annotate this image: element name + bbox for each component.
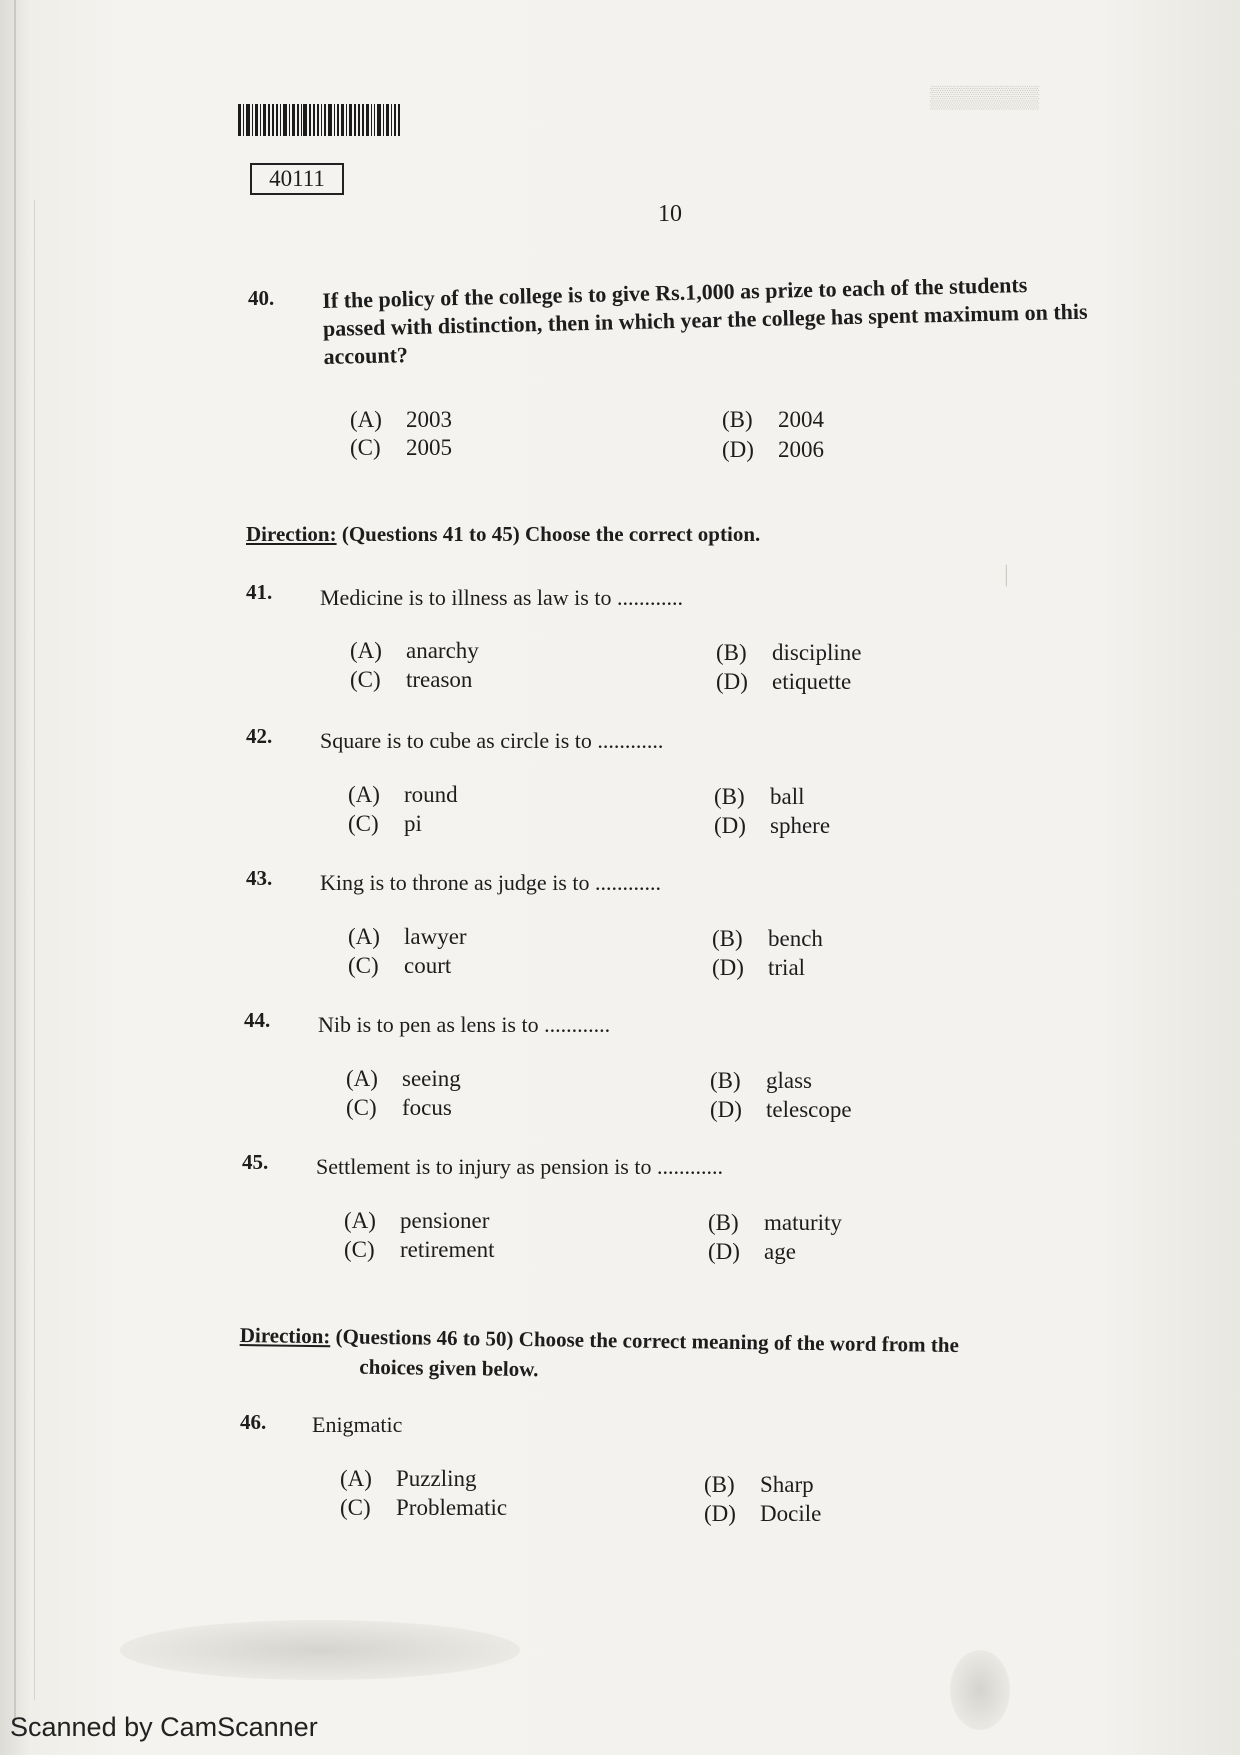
question-number: 41.: [246, 580, 273, 604]
question-number: 40.: [248, 286, 275, 310]
question-text: Medicine is to illness as law is to ............: [320, 585, 683, 610]
option-a: (A) lawyer: [348, 924, 467, 949]
option-b: (B) discipline: [716, 640, 862, 665]
option-d: (D) telescope: [710, 1097, 852, 1122]
option-b: (B) Sharp: [704, 1472, 814, 1497]
show-through-mark: │: [1000, 565, 1013, 585]
option-a: (A) round: [348, 782, 458, 807]
option-d: (D) 2006: [722, 437, 824, 462]
option-c: (C) retirement: [344, 1237, 495, 1262]
show-through-mark: ▒▒▒▒▒▒▒: [930, 84, 1040, 109]
question-text: Square is to cube as circle is to ............: [320, 728, 664, 753]
option-a: (A) 2003: [350, 407, 452, 432]
option-c: (C) focus: [346, 1095, 452, 1120]
question-text: Settlement is to injury as pension is to ............: [316, 1154, 723, 1179]
option-c: (C) court: [348, 953, 452, 978]
scan-smudge: [120, 1620, 520, 1680]
question-number: 46.: [240, 1410, 267, 1434]
option-c: (C) pi: [348, 811, 422, 836]
direction-instruction: Direction: (Questions 41 to 45) Choose the correct option.: [246, 522, 761, 546]
option-d: (D) age: [708, 1239, 796, 1264]
option-d: (D) sphere: [714, 813, 831, 838]
option-c: (C) 2005: [350, 435, 452, 460]
option-b: (B) ball: [714, 784, 805, 809]
option-c: (C) Problematic: [340, 1495, 508, 1520]
option-a: (A) seeing: [346, 1066, 461, 1091]
option-a: (A) anarchy: [350, 638, 479, 663]
option-c: (C) treason: [350, 667, 473, 692]
scanner-watermark: Scanned by CamScanner: [10, 1712, 318, 1742]
question-text: Nib is to pen as lens is to ............: [318, 1012, 611, 1037]
option-b: (B) glass: [710, 1068, 812, 1093]
barcode: [238, 104, 402, 136]
question-number: 45.: [242, 1150, 269, 1174]
option-d: (D) etiquette: [716, 669, 852, 694]
option-b: (B) bench: [712, 926, 823, 951]
question-text: If the policy of the college is to give Rs.1,000 as prize to each of the students passed with distinction, then in which year the college has spent maximum on this account?: [322, 272, 1088, 369]
scan-edge-line: [14, 0, 16, 1720]
option-a: (A) Puzzling: [340, 1466, 477, 1491]
page-number: 10: [658, 201, 682, 227]
option-b: (B) 2004: [722, 407, 824, 432]
scan-smudge: [950, 1650, 1010, 1730]
question-text: King is to throne as judge is to ............: [320, 870, 661, 895]
option-d: (D) trial: [712, 955, 806, 980]
paper-code-box: 40111: [250, 163, 344, 195]
question-number: 42.: [246, 724, 273, 748]
question-number: 44.: [244, 1008, 271, 1032]
option-a: (A) pensioner: [344, 1208, 490, 1233]
question-number: 43.: [246, 866, 273, 890]
option-b: (B) maturity: [708, 1210, 842, 1235]
option-d: (D) Docile: [704, 1501, 822, 1526]
question-text: Enigmatic: [312, 1412, 403, 1437]
direction-instruction: Direction: (Questions 46 to 50) Choose the correct meaning of the word from the choices given below.: [239, 1322, 960, 1382]
scan-edge-line: [34, 200, 35, 1700]
